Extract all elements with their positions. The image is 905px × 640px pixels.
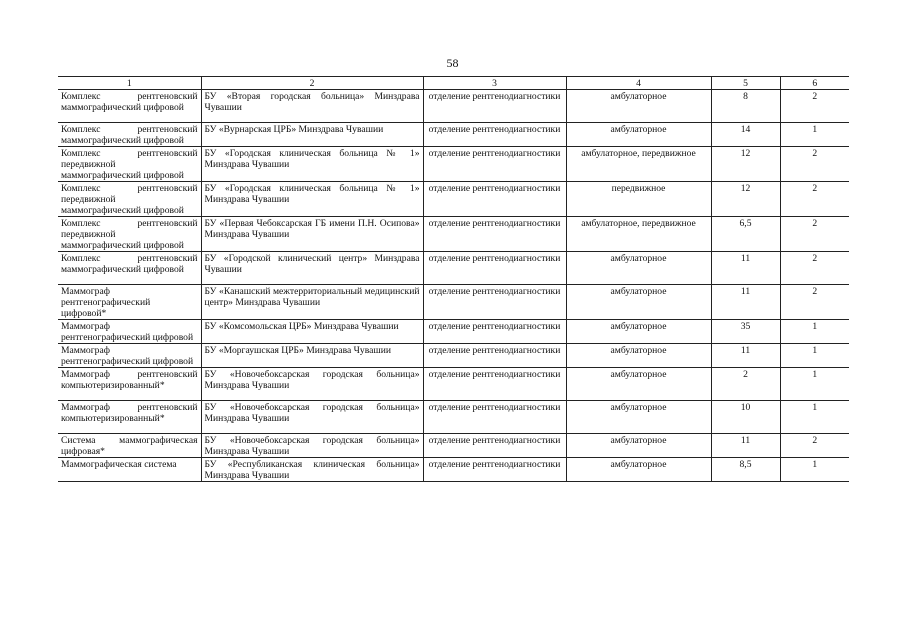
usage-type-cell: амбулаторное, передвижное xyxy=(566,147,711,182)
equipment-name-cell: Комплекс рентгеновский передвижной маммографический цифровой xyxy=(58,147,201,182)
usage-type-cell: амбулаторное xyxy=(566,90,711,123)
value-cell-6: 1 xyxy=(780,458,849,482)
value-cell-6: 2 xyxy=(780,90,849,123)
usage-type-cell: амбулаторное, передвижное xyxy=(566,217,711,252)
table-row xyxy=(58,344,849,368)
value-cell-5: 35 xyxy=(711,320,780,344)
table-row xyxy=(58,434,849,458)
value-cell-6: 1 xyxy=(780,320,849,344)
column-header: 1 xyxy=(58,77,201,90)
department-cell: отделение рентгенодиагностики xyxy=(423,368,566,401)
table-body xyxy=(58,90,849,482)
column-header: 4 xyxy=(566,77,711,90)
column-header: 2 xyxy=(201,77,423,90)
value-cell-5: 2 xyxy=(711,368,780,401)
value-cell-5: 14 xyxy=(711,123,780,147)
equipment-name-cell: Маммограф рентгенографический цифровой* xyxy=(58,285,201,320)
value-cell-6: 1 xyxy=(780,344,849,368)
organization-cell: БУ «Городская клиническая больница № 1» Минздрава Чувашии xyxy=(201,182,423,217)
department-cell: отделение рентгенодиагностики xyxy=(423,252,566,285)
department-cell: отделение рентгенодиагностики xyxy=(423,90,566,123)
equipment-name-cell: Комплекс рентгеновский маммографический цифровой xyxy=(58,252,201,285)
usage-type-cell: амбулаторное xyxy=(566,368,711,401)
equipment-name-cell: Маммограф рентгеновский компьютеризированный* xyxy=(58,401,201,434)
table-row xyxy=(58,252,849,285)
value-cell-6: 2 xyxy=(780,434,849,458)
table-row xyxy=(58,217,849,252)
table-header-row xyxy=(58,77,849,90)
value-cell-5: 11 xyxy=(711,285,780,320)
value-cell-5: 10 xyxy=(711,401,780,434)
table-row xyxy=(58,401,849,434)
value-cell-6: 1 xyxy=(780,368,849,401)
equipment-name-cell: Маммограф рентгеновский компьютеризированный* xyxy=(58,368,201,401)
table-row xyxy=(58,320,849,344)
usage-type-cell: амбулаторное xyxy=(566,344,711,368)
value-cell-6: 2 xyxy=(780,217,849,252)
department-cell: отделение рентгенодиагностики xyxy=(423,320,566,344)
value-cell-5: 8,5 xyxy=(711,458,780,482)
organization-cell: БУ «Вурнарская ЦРБ» Минздрава Чувашии xyxy=(201,123,423,147)
organization-cell: БУ «Канашский межтерриториальный медицинский центр» Минздрава Чувашии xyxy=(201,285,423,320)
department-cell: отделение рентгенодиагностики xyxy=(423,285,566,320)
table-row xyxy=(58,458,849,482)
column-header: 6 xyxy=(780,77,849,90)
organization-cell: БУ «Вторая городская больница» Минздрава Чувашии xyxy=(201,90,423,123)
table-row xyxy=(58,123,849,147)
organization-cell: БУ «Городская клиническая больница № 1» Минздрава Чувашии xyxy=(201,147,423,182)
organization-cell: БУ «Республиканская клиническая больница» Минздрава Чувашии xyxy=(201,458,423,482)
value-cell-6: 2 xyxy=(780,285,849,320)
organization-cell: БУ «Новочебоксарская городская больница» Минздрава Чувашии xyxy=(201,434,423,458)
table-row xyxy=(58,90,849,123)
department-cell: отделение рентгенодиагностики xyxy=(423,147,566,182)
usage-type-cell: амбулаторное xyxy=(566,320,711,344)
page-number: 58 xyxy=(446,56,459,70)
usage-type-cell: амбулаторное xyxy=(566,434,711,458)
column-header: 3 xyxy=(423,77,566,90)
value-cell-5: 11 xyxy=(711,344,780,368)
value-cell-6: 2 xyxy=(780,252,849,285)
usage-type-cell: амбулаторное xyxy=(566,252,711,285)
value-cell-6: 1 xyxy=(780,401,849,434)
usage-type-cell: амбулаторное xyxy=(566,123,711,147)
department-cell: отделение рентгенодиагностики xyxy=(423,182,566,217)
organization-cell: БУ «Городской клинический центр» Минздрава Чувашии xyxy=(201,252,423,285)
organization-cell: БУ «Новочебоксарская городская больница» Минздрава Чувашии xyxy=(201,401,423,434)
equipment-name-cell: Маммограф рентгенографический цифровой xyxy=(58,344,201,368)
value-cell-6: 2 xyxy=(780,182,849,217)
column-header: 5 xyxy=(711,77,780,90)
department-cell: отделение рентгенодиагностики xyxy=(423,434,566,458)
department-cell: отделение рентгенодиагностики xyxy=(423,458,566,482)
usage-type-cell: передвижное xyxy=(566,182,711,217)
value-cell-6: 1 xyxy=(780,123,849,147)
equipment-name-cell: Комплекс рентгеновский маммографический цифровой xyxy=(58,123,201,147)
table-row xyxy=(58,147,849,182)
equipment-name-cell: Система маммографическая цифровая* xyxy=(58,434,201,458)
organization-cell: БУ «Комсомольская ЦРБ» Минздрава Чувашии xyxy=(201,320,423,344)
organization-cell: БУ «Первая Чебоксарская ГБ имени П.Н. Осипова» Минздрава Чувашии xyxy=(201,217,423,252)
value-cell-5: 8 xyxy=(711,90,780,123)
value-cell-5: 11 xyxy=(711,434,780,458)
value-cell-5: 12 xyxy=(711,147,780,182)
equipment-name-cell: Маммографическая система xyxy=(58,458,201,482)
usage-type-cell: амбулаторное xyxy=(566,285,711,320)
table-row xyxy=(58,182,849,217)
equipment-name-cell: Комплекс рентгеновский маммографический цифровой xyxy=(58,90,201,123)
department-cell: отделение рентгенодиагностики xyxy=(423,401,566,434)
value-cell-6: 2 xyxy=(780,147,849,182)
equipment-name-cell: Комплекс рентгеновский передвижной маммографический цифровой xyxy=(58,217,201,252)
table-row xyxy=(58,368,849,401)
value-cell-5: 12 xyxy=(711,182,780,217)
usage-type-cell: амбулаторное xyxy=(566,458,711,482)
equipment-name-cell: Комплекс рентгеновский передвижной маммографический цифровой xyxy=(58,182,201,217)
department-cell: отделение рентгенодиагностики xyxy=(423,344,566,368)
value-cell-5: 11 xyxy=(711,252,780,285)
department-cell: отделение рентгенодиагностики xyxy=(423,217,566,252)
organization-cell: БУ «Моргаушская ЦРБ» Минздрава Чувашии xyxy=(201,344,423,368)
value-cell-5: 6,5 xyxy=(711,217,780,252)
table-row xyxy=(58,285,849,320)
department-cell: отделение рентгенодиагностики xyxy=(423,123,566,147)
usage-type-cell: амбулаторное xyxy=(566,401,711,434)
organization-cell: БУ «Новочебоксарская городская больница» Минздрава Чувашии xyxy=(201,368,423,401)
equipment-table xyxy=(58,76,849,482)
equipment-name-cell: Маммограф рентгенографический цифровой xyxy=(58,320,201,344)
